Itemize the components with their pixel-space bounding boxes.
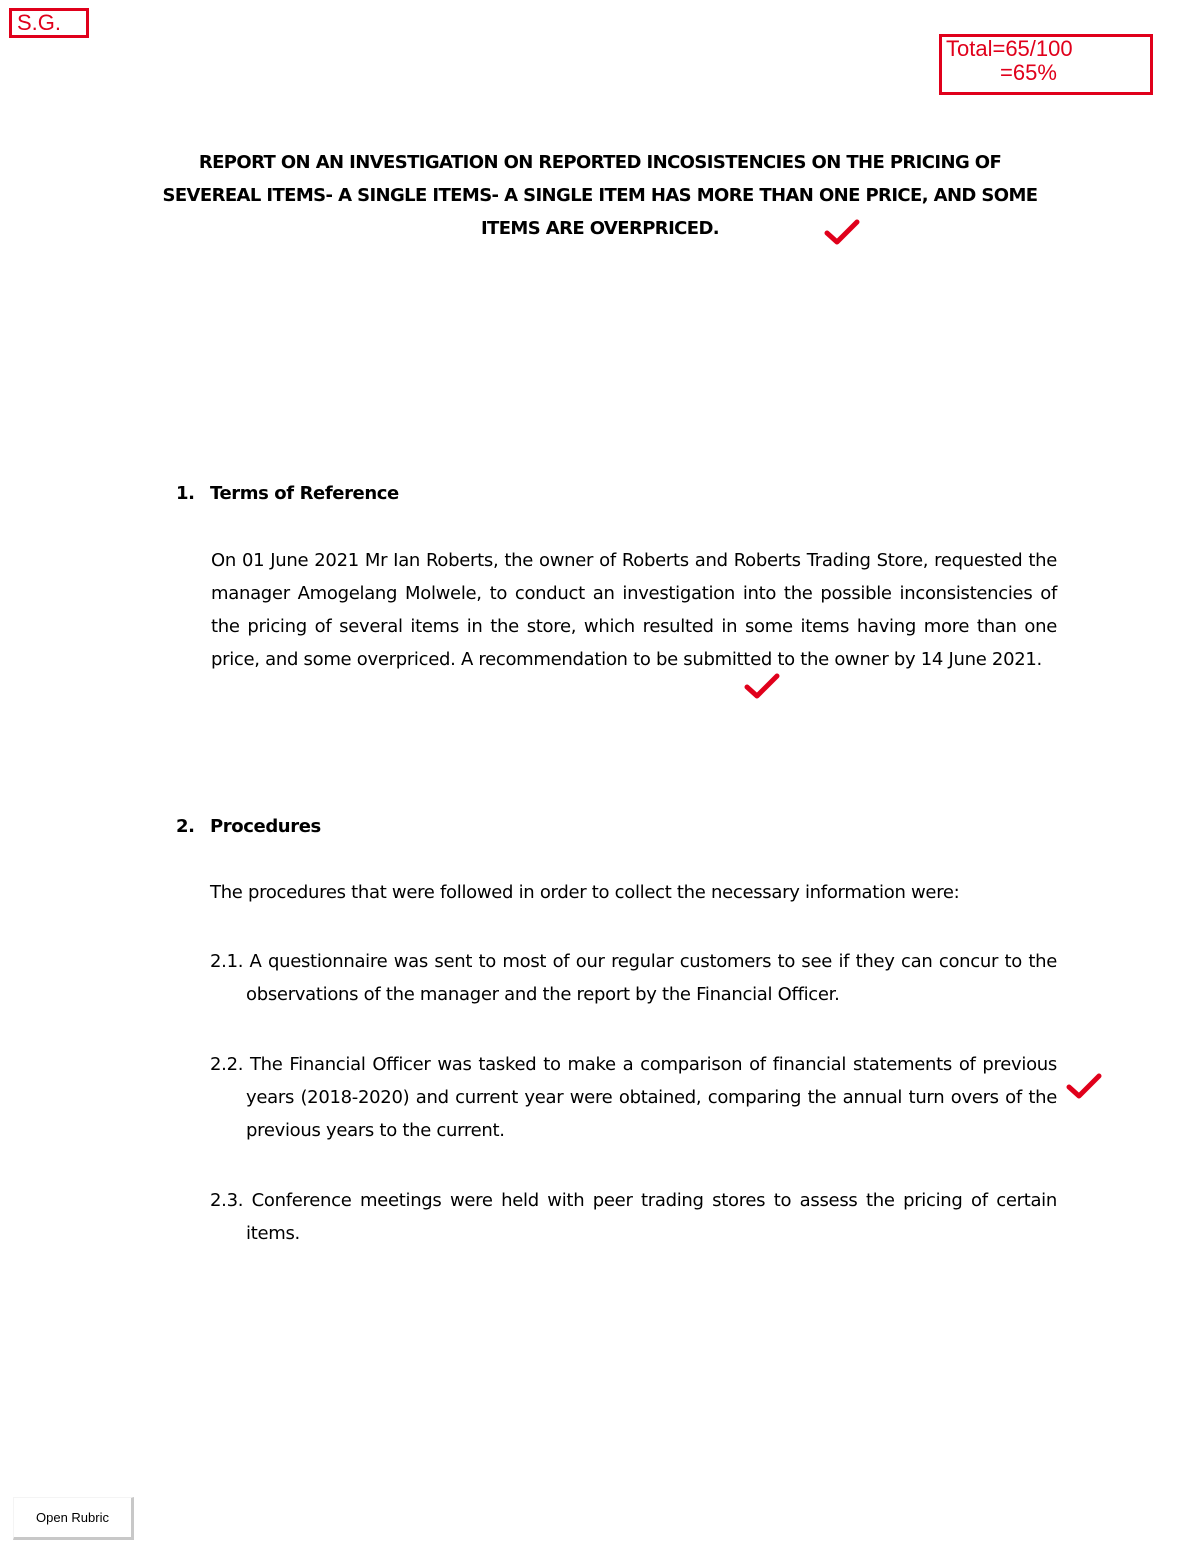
checkmark-icon: [744, 672, 780, 700]
report-title-line-3: ITEMS ARE OVERPRICED.: [480, 218, 720, 239]
checkmark-icon: [1066, 1072, 1102, 1100]
checkmark-icon: [824, 218, 860, 246]
grader-initials-stamp: [9, 8, 89, 38]
open-rubric-button[interactable]: Open Rubric: [13, 1497, 134, 1540]
total-score: Total=65/100: [946, 36, 1073, 61]
section-1-heading: [176, 482, 399, 506]
procedure-item-2-3: 2.3. Conference meetings were held with peer trading stores to assess the pricing of certain items.: [210, 1190, 1057, 1244]
report-title: [140, 146, 1060, 245]
section-2-number: 2.: [176, 816, 195, 837]
section-1-body: On 01 June 2021 Mr Ian Roberts, the owner of Roberts and Roberts Trading Store, requested the manager Amogelang Molwele, to conduct an investigation into the possible inconsistencies of the pricing of several items in the store, which resulted in some items having more than one price, and some overpriced. A recommendation to be submitted to the owner by 14 June 2021.: [211, 550, 1057, 670]
section-1-number: 1.: [176, 483, 195, 504]
report-title-line-2: SEVEREAL ITEMS- A SINGLE ITEMS- A SINGLE ITEM HAS MORE THAN ONE PRICE, AND SOME: [162, 185, 1038, 206]
section-2-intro: The procedures that were followed in order to collect the necessary information were:: [210, 882, 960, 903]
total-score-stamp: [939, 34, 1153, 95]
procedure-item-2-1: 2.1. A questionnaire was sent to most of our regular customers to see if they can concur to the observations of the manager and the report by the Financial Officer.: [210, 951, 1057, 1005]
section-1-title: Terms of Reference: [210, 483, 399, 504]
procedure-item-2-2: 2.2. The Financial Officer was tasked to make a comparison of financial statements of previous years (2018-2020) and current year were obtained, comparing the annual turn overs of the previous years to the current.: [210, 1054, 1057, 1141]
section-2-title: Procedures: [210, 816, 321, 837]
report-title-line-1: REPORT ON AN INVESTIGATION ON REPORTED INCOSISTENCIES ON THE PRICING OF: [198, 152, 1002, 173]
grader-initials: S.G.: [17, 10, 62, 35]
total-percentage: =65%: [1000, 60, 1057, 85]
section-2-heading: [176, 815, 321, 839]
